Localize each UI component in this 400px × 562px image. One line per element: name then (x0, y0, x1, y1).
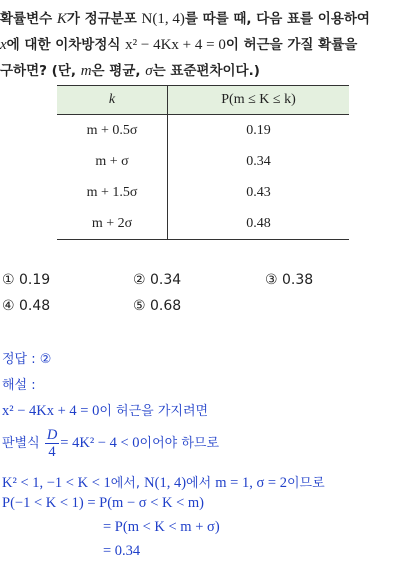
choice-1[interactable]: ① 0.19 (2, 272, 51, 288)
answer-label: 정답 : ② (2, 352, 52, 367)
quadratic-equation: x² − 4Kx + 4 = 0 (125, 37, 226, 53)
table-cell-probability: 0.48 (168, 208, 350, 240)
question-text-part: 를 따를 때, 다음 표를 이용하여 (184, 11, 370, 27)
question-line-3 (0, 58, 400, 84)
table-row (57, 115, 349, 147)
question-text-part: 이 허근을 가질 확률을 (225, 37, 358, 53)
probability-line-3: = 0.34 (103, 543, 141, 559)
table-cell-k: m + 0.5σ (57, 115, 168, 147)
table-header-k: k (57, 86, 168, 115)
table-cell-k: m + σ (57, 146, 168, 177)
table-cell-probability: 0.34 (246, 153, 271, 169)
question-line-1 (0, 6, 400, 32)
probability-line-1: P(−1 < K < 1) = P(m − σ < K < m) (2, 495, 205, 511)
variable-k: K (56, 11, 67, 27)
explanation-line-1 (2, 400, 208, 420)
table-cell-k: m + 2σ (57, 208, 168, 240)
choice-4[interactable]: ④ 0.48 (2, 298, 51, 314)
table-cell-probability: 0.43 (246, 184, 271, 200)
table-cell-probability: 0.19 (246, 122, 271, 138)
explanation-text: 이므로 (286, 476, 325, 491)
table-row (57, 146, 349, 177)
explanation-text: 에서 (186, 476, 216, 491)
explanation-text: 판별식 (2, 436, 44, 451)
distribution: N(1, 4) (144, 475, 187, 491)
question-text (0, 6, 400, 84)
explanation-text: 이 허근을 가지려면 (99, 404, 209, 419)
variable-m: m (80, 63, 92, 79)
parameters: m = 1, σ = 2 (215, 475, 287, 491)
fraction-denominator: 4 (48, 444, 56, 460)
variable-sigma: σ (145, 63, 153, 79)
variable-x: x (0, 37, 7, 53)
discriminant-inequality: = 4K² − 4 < 0 (60, 435, 140, 451)
fraction-d-over-4 (45, 427, 59, 460)
quadratic-equation: x² − 4Kx + 4 = 0 (2, 403, 100, 419)
question-text-part: 은 평균, (91, 63, 146, 79)
table-header-probability: P(m ≤ K ≤ k) (168, 86, 350, 115)
fraction-numerator: D (46, 427, 58, 443)
choice-2[interactable]: ② 0.34 (133, 272, 182, 288)
explanation-line-2 (2, 427, 219, 460)
choice-3[interactable]: ③ 0.38 (265, 272, 314, 288)
table-row (57, 177, 349, 208)
explanation-label: 해설 : (2, 378, 36, 393)
question-text-part: 구하면? (단, (0, 63, 81, 79)
inequality: K² < 1, −1 < K < 1 (2, 475, 111, 491)
question-text-part: 가 정규분포 (66, 11, 142, 27)
probability-line-2: = P(m < K < m + σ) (103, 519, 220, 535)
question-line-2 (0, 32, 400, 58)
table-cell-k: m + 1.5σ (57, 177, 168, 208)
probability-table (57, 85, 349, 240)
explanation-text: 이어야 하므로 (139, 436, 220, 451)
question-text-part: 에 대한 이차방정식 (6, 37, 126, 53)
question-text-part: 확률변수 (0, 11, 57, 27)
explanation-line-3 (2, 472, 325, 492)
table-row (57, 208, 349, 240)
explanation-text: 에서, (110, 476, 145, 491)
choice-5[interactable]: ⑤ 0.68 (133, 298, 182, 314)
table-header-row (57, 86, 349, 115)
question-text-part: 는 표준편차이다.) (152, 63, 260, 79)
distribution: N(1, 4) (141, 11, 185, 27)
